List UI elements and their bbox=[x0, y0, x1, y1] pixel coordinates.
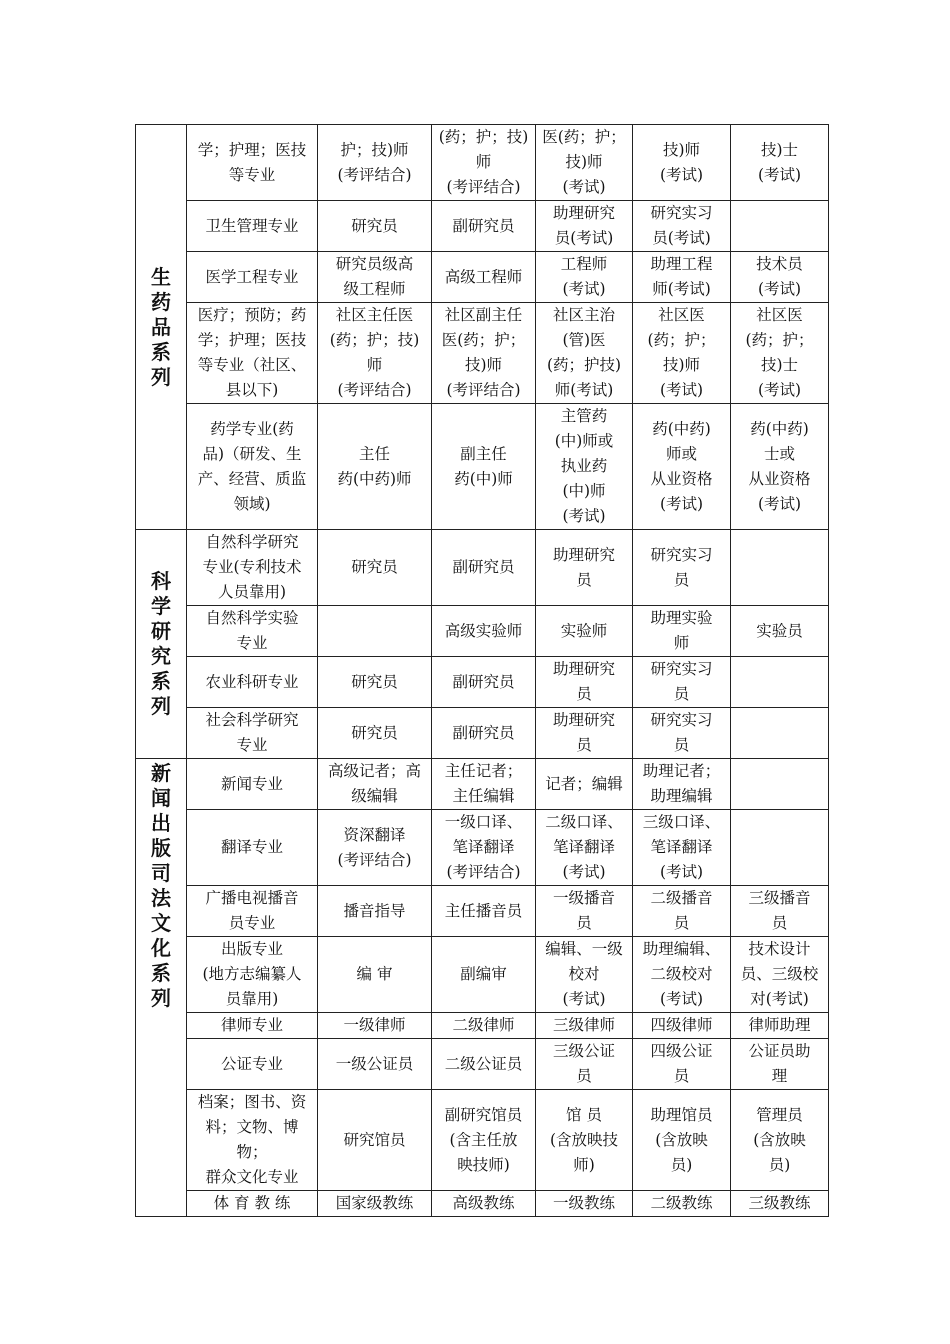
specialty-cell: 社会科学研究 专业 bbox=[187, 708, 318, 759]
senior-title-cell: 编 审 bbox=[318, 937, 432, 1013]
assistant-title-cell: 助理实验 师 bbox=[633, 606, 731, 657]
specialty-cell: 卫生管理专业 bbox=[187, 201, 318, 252]
assistant-title-cell: 助理馆员 (含放映 员) bbox=[633, 1090, 731, 1191]
senior-title-cell: 研究员 bbox=[318, 657, 432, 708]
series-label: 生药品系列 bbox=[136, 125, 187, 530]
table-row bbox=[136, 1039, 829, 1090]
assistant-title-cell: 助理工程 师(考试) bbox=[633, 252, 731, 303]
junior-title-cell: 律师助理 bbox=[731, 1013, 829, 1039]
junior-title-cell: 技)士 (考试) bbox=[731, 125, 829, 201]
junior-title-cell: 三级教练 bbox=[731, 1191, 829, 1217]
assistant-title-cell: 四级律师 bbox=[633, 1013, 731, 1039]
specialty-cell: 自然科学研究 专业(专利技术 人员靠用) bbox=[187, 530, 318, 606]
intermediate-title-cell: 助理研究 员 bbox=[536, 657, 633, 708]
assistant-title-cell: 助理记者； 助理编辑 bbox=[633, 759, 731, 810]
senior-title-cell: 播音指导 bbox=[318, 886, 432, 937]
title-classification-table bbox=[135, 124, 829, 1217]
table-row bbox=[136, 404, 829, 530]
assistant-title-cell: 药(中药) 师或 从业资格 (考试) bbox=[633, 404, 731, 530]
intermediate-title-cell: 主管药 (中)师或 执业药 (中)师 (考试) bbox=[536, 404, 633, 530]
junior-title-cell: 三级播音 员 bbox=[731, 886, 829, 937]
specialty-cell: 学；护理；医技 等专业 bbox=[187, 125, 318, 201]
table-row bbox=[136, 657, 829, 708]
intermediate-title-cell: 二级口译、 笔译翻译 (考试) bbox=[536, 810, 633, 886]
series-label: 新闻出版司法文化系列 bbox=[136, 759, 187, 1217]
assistant-title-cell: 研究实习 员 bbox=[633, 530, 731, 606]
senior-title-cell: 研究员 bbox=[318, 201, 432, 252]
junior-title-cell: 社区医 (药；护； 技)士 (考试) bbox=[731, 303, 829, 404]
intermediate-title-cell: 助理研究 员 bbox=[536, 708, 633, 759]
deputy-senior-title-cell: 主任播音员 bbox=[432, 886, 536, 937]
junior-title-cell bbox=[731, 530, 829, 606]
table-row bbox=[136, 810, 829, 886]
junior-title-cell: 实验员 bbox=[731, 606, 829, 657]
deputy-senior-title-cell: 高级工程师 bbox=[432, 252, 536, 303]
specialty-cell: 广播电视播音 员专业 bbox=[187, 886, 318, 937]
assistant-title-cell: 三级口译、 笔译翻译 (考试) bbox=[633, 810, 731, 886]
deputy-senior-title-cell: 社区副主任 医(药；护； 技)师 (考评结合) bbox=[432, 303, 536, 404]
deputy-senior-title-cell: 一级口译、 笔译翻译 (考评结合) bbox=[432, 810, 536, 886]
assistant-title-cell: 社区医 (药；护； 技)师 (考试) bbox=[633, 303, 731, 404]
senior-title-cell: 研究员 bbox=[318, 530, 432, 606]
assistant-title-cell: 研究实习 员(考试) bbox=[633, 201, 731, 252]
deputy-senior-title-cell: 副主任 药(中)师 bbox=[432, 404, 536, 530]
assistant-title-cell: 助理编辑、 二级校对 (考试) bbox=[633, 937, 731, 1013]
senior-title-cell: 社区主任医 (药；护；技) 师 (考评结合) bbox=[318, 303, 432, 404]
assistant-title-cell: 研究实习 员 bbox=[633, 708, 731, 759]
table-row bbox=[136, 201, 829, 252]
deputy-senior-title-cell: 副研究员 bbox=[432, 657, 536, 708]
deputy-senior-title-cell: 副研究员 bbox=[432, 530, 536, 606]
intermediate-title-cell: 助理研究 员 bbox=[536, 530, 633, 606]
deputy-senior-title-cell: 二级公证员 bbox=[432, 1039, 536, 1090]
intermediate-title-cell: 一级播音 员 bbox=[536, 886, 633, 937]
specialty-cell: 公证专业 bbox=[187, 1039, 318, 1090]
deputy-senior-title-cell: 副编审 bbox=[432, 937, 536, 1013]
junior-title-cell bbox=[731, 201, 829, 252]
senior-title-cell: 一级律师 bbox=[318, 1013, 432, 1039]
specialty-cell: 农业科研专业 bbox=[187, 657, 318, 708]
table-row bbox=[136, 1090, 829, 1191]
specialty-cell: 翻译专业 bbox=[187, 810, 318, 886]
table-row bbox=[136, 125, 829, 201]
specialty-cell: 医学工程专业 bbox=[187, 252, 318, 303]
specialty-cell: 律师专业 bbox=[187, 1013, 318, 1039]
table-row bbox=[136, 937, 829, 1013]
intermediate-title-cell: 社区主治 (管)医 (药；护技) 师(考试) bbox=[536, 303, 633, 404]
table-row bbox=[136, 1191, 829, 1217]
junior-title-cell: 管理员 (含放映 员) bbox=[731, 1090, 829, 1191]
deputy-senior-title-cell: 副研究员 bbox=[432, 708, 536, 759]
junior-title-cell: 技术设计 员、三级校 对(考试) bbox=[731, 937, 829, 1013]
intermediate-title-cell: 记者；编辑 bbox=[536, 759, 633, 810]
senior-title-cell: 研究员级高 级工程师 bbox=[318, 252, 432, 303]
junior-title-cell bbox=[731, 657, 829, 708]
senior-title-cell: 资深翻译 (考评结合) bbox=[318, 810, 432, 886]
intermediate-title-cell: 助理研究 员(考试) bbox=[536, 201, 633, 252]
deputy-senior-title-cell: 副研究员 bbox=[432, 201, 536, 252]
specialty-cell: 自然科学实验 专业 bbox=[187, 606, 318, 657]
junior-title-cell bbox=[731, 810, 829, 886]
deputy-senior-title-cell: 二级律师 bbox=[432, 1013, 536, 1039]
table-row bbox=[136, 759, 829, 810]
assistant-title-cell: 二级播音 员 bbox=[633, 886, 731, 937]
specialty-cell: 体 育 教 练 bbox=[187, 1191, 318, 1217]
junior-title-cell: 公证员助 理 bbox=[731, 1039, 829, 1090]
junior-title-cell: 药(中药) 士或 从业资格 (考试) bbox=[731, 404, 829, 530]
specialty-cell: 药学专业(药 品)（研发、生 产、经营、质监 领域) bbox=[187, 404, 318, 530]
series-label: 科学研究系列 bbox=[136, 530, 187, 759]
intermediate-title-cell: 工程师 (考试) bbox=[536, 252, 633, 303]
intermediate-title-cell: 馆 员 (含放映技 师) bbox=[536, 1090, 633, 1191]
intermediate-title-cell: 实验师 bbox=[536, 606, 633, 657]
deputy-senior-title-cell: 高级实验师 bbox=[432, 606, 536, 657]
senior-title-cell: 一级公证员 bbox=[318, 1039, 432, 1090]
junior-title-cell bbox=[731, 759, 829, 810]
senior-title-cell: 研究馆员 bbox=[318, 1090, 432, 1191]
table-row bbox=[136, 886, 829, 937]
intermediate-title-cell: 编辑、一级 校对 (考试) bbox=[536, 937, 633, 1013]
table-row bbox=[136, 606, 829, 657]
senior-title-cell: 主任 药(中药)师 bbox=[318, 404, 432, 530]
table-row bbox=[136, 252, 829, 303]
intermediate-title-cell: 一级教练 bbox=[536, 1191, 633, 1217]
specialty-cell: 医疗；预防；药 学；护理；医技 等专业（社区、 县以下) bbox=[187, 303, 318, 404]
assistant-title-cell: 技)师 (考试) bbox=[633, 125, 731, 201]
deputy-senior-title-cell: 高级教练 bbox=[432, 1191, 536, 1217]
specialty-cell: 出版专业 (地方志编纂人 员靠用) bbox=[187, 937, 318, 1013]
intermediate-title-cell: 三级律师 bbox=[536, 1013, 633, 1039]
assistant-title-cell: 研究实习 员 bbox=[633, 657, 731, 708]
senior-title-cell bbox=[318, 606, 432, 657]
senior-title-cell: 国家级教练 bbox=[318, 1191, 432, 1217]
assistant-title-cell: 四级公证 员 bbox=[633, 1039, 731, 1090]
specialty-cell: 档案；图书、资 料；文物、博 物； 群众文化专业 bbox=[187, 1090, 318, 1191]
table-row bbox=[136, 708, 829, 759]
senior-title-cell: 研究员 bbox=[318, 708, 432, 759]
table-row bbox=[136, 530, 829, 606]
intermediate-title-cell: 医(药；护； 技)师 (考试) bbox=[536, 125, 633, 201]
table-row bbox=[136, 303, 829, 404]
junior-title-cell bbox=[731, 708, 829, 759]
deputy-senior-title-cell: 主任记者； 主任编辑 bbox=[432, 759, 536, 810]
table-row bbox=[136, 1013, 829, 1039]
assistant-title-cell: 二级教练 bbox=[633, 1191, 731, 1217]
deputy-senior-title-cell: 副研究馆员 (含主任放 映技师) bbox=[432, 1090, 536, 1191]
intermediate-title-cell: 三级公证 员 bbox=[536, 1039, 633, 1090]
specialty-cell: 新闻专业 bbox=[187, 759, 318, 810]
deputy-senior-title-cell: (药；护；技) 师 (考评结合) bbox=[432, 125, 536, 201]
senior-title-cell: 护；技)师 (考评结合) bbox=[318, 125, 432, 201]
junior-title-cell: 技术员 (考试) bbox=[731, 252, 829, 303]
senior-title-cell: 高级记者；高 级编辑 bbox=[318, 759, 432, 810]
